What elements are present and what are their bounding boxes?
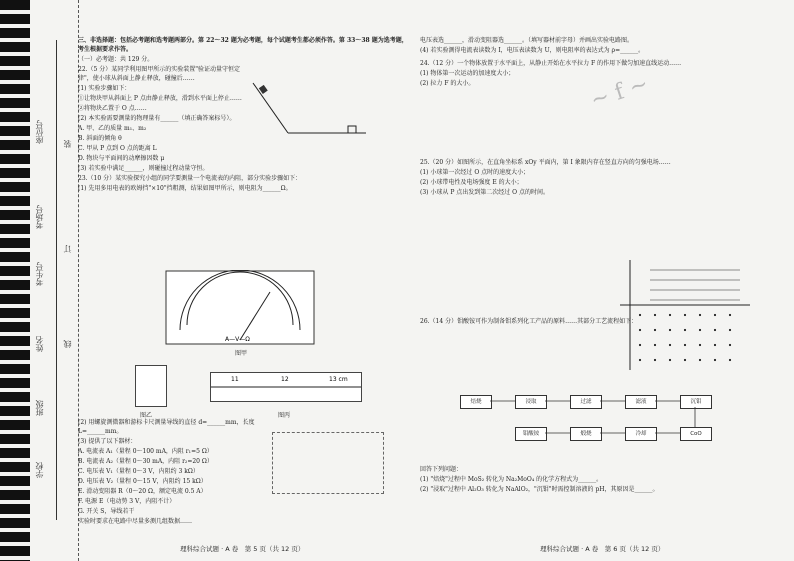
binding-label-room: 考场号: [35, 205, 44, 229]
question-26: 26.（14 分）钼酸铵可作为制备钼系列化工产品的原料……其部分工艺流程如下：: [420, 318, 638, 325]
figure-b-caption: 图乙: [140, 412, 153, 419]
q23-option: E. 滑动变阻器 R（0～20 Ω，额定电流 0.5 A）: [78, 488, 207, 495]
seal-char-1: 装: [63, 140, 72, 148]
q22-line: A. 甲、乙的质量 m₁、m₂: [78, 125, 147, 132]
flow-step: 沉钼: [680, 395, 712, 409]
q24-line: (2) 拉力 F 的大小。: [420, 80, 475, 87]
binding-label-school: 学校: [35, 462, 44, 478]
vernier-figure: [210, 372, 362, 402]
binding-label-seat: 座位号: [35, 120, 44, 144]
flow-step: CoO: [680, 427, 712, 441]
question-24: 24.（12 分）一个物体放置于水平面上，从静止开始在水平拉力 F 的作用下做匀加速直线运动……: [420, 60, 682, 67]
flow-step: 浸取: [515, 395, 547, 409]
question-23: 23.（10 分）某实验探究小组的同学要测量一个电流表的内阻，部分实验步骤如下：: [78, 175, 302, 182]
right-top-line: (4) 若实验测得电流表读数为 I，电压表读数为 U，则电阻率的表达式为 ρ=______。: [420, 47, 645, 54]
flow-step: 滤液: [625, 395, 657, 409]
q26-answers: [420, 465, 760, 495]
q26-line: 回答下列问题：: [420, 466, 463, 473]
q23-option: C. 电压表 V₁（量程 0～3 V，内阻约 3 kΩ）: [78, 468, 199, 475]
q23-line: (3) 提供了以下器材：: [78, 438, 137, 445]
q23-option: G. 开关 S，导线若干: [78, 508, 135, 515]
binding-label-class: 班级: [35, 400, 44, 416]
flow-step: 煅烧: [570, 427, 602, 441]
question-22: 22.（5 分）某同学利用图甲所示的实验装置"验证动量守恒定律"，使小球从斜面上静止释放，碰撞后……: [78, 66, 241, 82]
flow-step: 钼酸铵: [515, 427, 547, 441]
binding-label-id: 考生号: [35, 262, 44, 286]
q22-line: (1) 实验步骤如下：: [78, 85, 131, 92]
vernier-tick-label: 12: [281, 376, 289, 383]
q25-line: (2) 小球带电性及电场强度 E 的大小；: [420, 179, 523, 186]
seal-char-3: 线: [63, 340, 72, 348]
vernier-tick-label: 13 cm: [329, 376, 348, 383]
q23-line: (2) 用螺旋测微器和游标卡尺测量导线的直径 d=______mm，长度 L=______mm。: [78, 419, 255, 435]
flow-step: 焙烧: [460, 395, 492, 409]
q22-line: (3) 若实验中满足______，则碰撞过程动量守恒。: [78, 165, 209, 172]
multimeter-figure: [165, 270, 315, 345]
process-flow: [430, 385, 740, 455]
flow-step: 冷却: [625, 427, 657, 441]
circuit-answer-box[interactable]: [272, 432, 384, 494]
right-top-line: 电压表选______，滑动变阻器选______。（填写器材前字母）并画出实验电路图。: [420, 37, 634, 44]
q26-line: (1) "焙烧"过程中 MoS₂ 转化为 Na₂MoO₄ 的化学方程式为______。: [420, 476, 603, 483]
seal-char-2: 订: [63, 245, 72, 253]
q22-line: D. 物块与平面间的动摩擦因数 μ: [78, 155, 165, 162]
q23-option: D. 电压表 V₂（量程 0～15 V，内阻约 15 kΩ）: [78, 478, 207, 485]
q22-line: C. 甲从 P 点到 O 点的距离 L: [78, 145, 157, 152]
q23-options: [78, 418, 268, 527]
q23-option: A. 电流表 A₁（量程 0～100 mA，内阻 r₁=5 Ω）: [78, 448, 213, 455]
figure-c-caption: 图丙: [278, 412, 291, 419]
binding-label-name: 姓名: [35, 336, 44, 352]
field-diagram: [620, 260, 750, 370]
question-25: 25.（20 分）如图所示，在直角坐标系 xOy 平面内，第 I 象限内存在竖直方向的匀强电场……: [420, 159, 671, 166]
meter-label: A—V—Ω: [225, 336, 250, 343]
flow-step: 过滤: [570, 395, 602, 409]
left-footer: 理科综合试题 · A 卷 第 5 页（共 12 页）: [180, 545, 305, 553]
binding-area: [30, 0, 79, 561]
q22-line: (2) 本实验需要测量的物理量有______（填正确答案标号）。: [78, 115, 236, 122]
required-total: （一）必考题：共 129 分。: [78, 56, 154, 63]
q22-line: ①让物块甲从斜面上 P 点由静止释放，滑到水平面上停止……: [78, 95, 242, 102]
q23-option: F. 电源 E（电动势 3 V，内阻不计）: [78, 498, 176, 505]
q23-line: (1) 先用多用电表的欧姆挡"×10"挡粗测，结果如图甲所示，则电阻为______Ω。: [78, 185, 292, 192]
micrometer-figure: [135, 365, 167, 407]
vernier-tick-label: 11: [231, 376, 239, 383]
handwriting-mark: ~ f ~: [587, 71, 652, 114]
flow-arrows: [430, 385, 740, 455]
q22-line: B. 斜面的倾角 θ: [78, 135, 122, 142]
q22-line: ②将物块乙置于 O 点……: [78, 105, 147, 112]
q25-line: (3) 小球从 P 点出发到第二次经过 O 点的时间。: [420, 189, 549, 196]
q23-line: 实验时要求在电路中尽量多测几组数据……: [78, 518, 193, 525]
q25-line: (1) 小球第一次经过 O 点时的速度大小；: [420, 169, 530, 176]
q26-line: (2) "浸取"过程中 Al₂O₃ 转化为 NaAlO₂，"沉钼"时需控制溶液的 pH，其原因是______。: [420, 486, 659, 493]
q24-line: (1) 物体第一次运动的加速度大小；: [420, 70, 515, 77]
q23-option: B. 电流表 A₂（量程 0～30 mA，内阻 r₂=20 Ω）: [78, 458, 213, 465]
right-footer: 理科综合试题 · A 卷 第 6 页（共 12 页）: [540, 545, 665, 553]
binding-divider: [56, 40, 57, 520]
section-header: 三、非选择题：包括必考题和选考题两部分。第 22～32 题为必考题，每个试题考生都必须作答。第 33～38 题为选考题，考生根据要求作答。: [78, 37, 408, 53]
binding-stripe: [0, 0, 30, 561]
incline-figure: [248, 78, 368, 148]
figure-a-caption: 图甲: [235, 350, 248, 357]
